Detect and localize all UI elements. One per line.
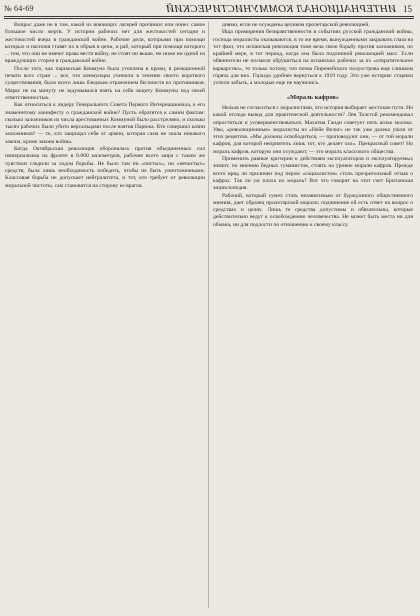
header-rule: [4, 16, 414, 17]
paragraph: Вопрос даже не в том, какой из воюющих лагерей причинил или понес самое большое число жертв. У истории рабочих нет для жестокостей сегодня и жестокостей вчера в гражданской войне. Рабочие дели, которыми при помощи которых и насилия ставят их в обрыв в цепи, и раб, который при помощи которого ... тем, что они не имеют права вести войну, не стоят ни выше, ни ниже ни одной из враждующих сторон в гражданской войне.: [5, 22, 205, 65]
issue-number: № 64-69: [4, 4, 34, 13]
paragraph: Рабочий, который сумел стать независимым от буржуазного общественного мнения, дает образец пролетарской морали; подчинение ей есть ответ на вопрос о средствах и целях. Лишь те средства допустимы и обязательны, которые действительно ведут к освобождению человечества. Не может быть места ни для обмана, ни для подлости по отношению к своему классу.: [213, 192, 413, 228]
left-column: [5, 22, 205, 610]
paragraph: Ища примирения безнравственности в событиях русской гражданской войны, господа моралисты оказываются, в то же время, вынужденными закрывать глаза на тот факт, что испанская революция тоже вела свою борьбу против заложников, по крайней мере, в тот период, когда она была подлинной революцией масс. Если обвинители не посмели обрушиться на испанских рабочих за их «отвратительное варварство», то только потому, что почва Пиренейского полуострова еще слишком горяча для них. Гораздо удобнее вернуться к 1919 году. Это уже история: старики успели забыть, а молодые еще не научились.: [213, 29, 413, 87]
paragraph: Как относиться к лидеру Генерального Совета Первого Интернационала, к его знаменитому манифесту о гражданской войне? Пусть обратятся к самим фактам: сколько заложников из числа арестованных Коммуной было расстреляно, и сколько тысяч рабочих было убито версальцами после взятия Парижа. Кто совершил казни заложников? — те, кто защищал себя от армии, которая сама не знала никакого закона, кроме закона войны.: [5, 102, 205, 145]
paragraph: После того, как парижская Коммуна была утоплена в крови, в реакционной печати всех стран ... все, что коммунары учинили в течение своего короткого существования, было всего лишь бледным отражением бесчинств их противников. Маркс не на минуту не задумывался взять на себя защиту Коммуны под своей ответственностью.: [5, 65, 205, 101]
paragraph: Нельзя не согласиться с моралистами, что история выбирает жестокие пути. Но какой отсюда вывод для практической деятельности? Лев Толстой рекомендовал опроститься и усовершенствоваться. Махатма Ганди советует пить козье молоко. Увы, «революционные» моралисты из «Нейе Вельт» не так уже далеко ушли от этих рецептов. «Мы должны освободиться, — проповедуют они, — от той морали кафров, для которой неприятель лишь тот, кто делает зло». Прекрасный совет! Но мораль кафров, которую они осуждают, — это мораль классового общества.: [213, 104, 413, 155]
header-rule-double: [4, 18, 414, 19]
section-heading: «Мораль кафров»: [286, 93, 340, 101]
page-number: 15: [403, 4, 412, 14]
paragraph: Применить равные критерии к действиям эксплуататоров и эксплуатируемых значит, по мнению бедных гуманистов, стоять на уровне морали кафров. Прежде всего вряд ли приличен под пером «социалистов» столь презрительный отзыв о кафрах. Так ли уж плоха их мораль? Вот что говорит на этот счет Британская энциклопедия.: [213, 156, 413, 192]
column-divider: [208, 22, 209, 608]
paragraph: днями, если не осуждены целиком пролетарской революцией.: [222, 22, 370, 28]
paragraph: Когда Октябрьская революция оборонялась против объединенных сил империализма на фронте в 8.000 километров, рабочие всего мира с таким же чувством следили за ходом борьбы. Не было там ни «чистых», ни «нечистых» средств; была лишь необходимость победить, чтобы не быть уничтоженными. Классовая борьба не допускает нейтралитета, и тот, кто требует от революции моральной чистоты, сам становится на сторону ее врагов.: [5, 146, 205, 189]
masthead-title: ИНТЕРНАЦИОНАЛ КОММУНИСТИЧЕСКИЙ: [166, 3, 397, 15]
right-column: [213, 22, 413, 610]
